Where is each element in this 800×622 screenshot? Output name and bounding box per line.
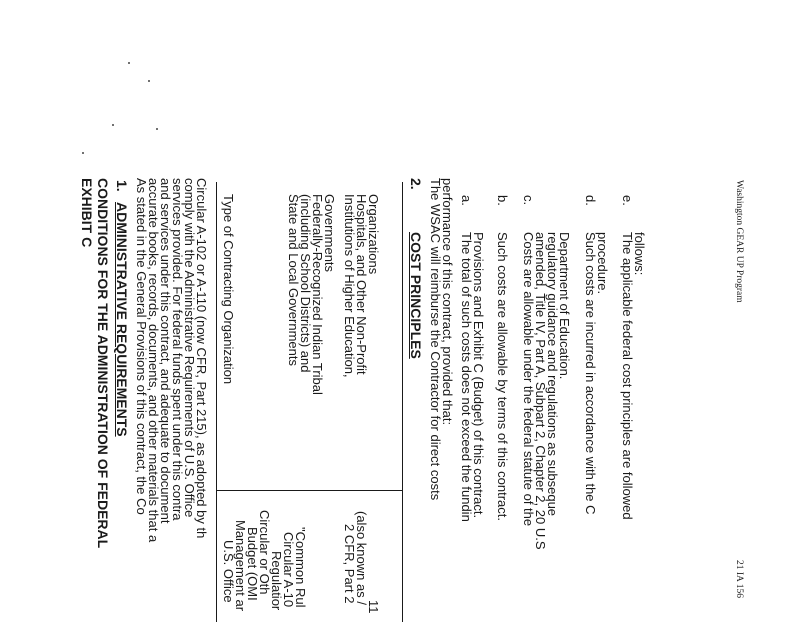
section-2-intro-line: The WSAC will reimburse the Contractor for direct costs [428,178,443,501]
table-header-right: Regulatior [269,551,284,611]
list-item-line: Costs are allowable under the federal statute of the [521,232,536,527]
table-row-1-left: State and Local Governments [286,194,301,366]
section-1-line: accurate books, records, documents, and other materials that a [146,178,161,543]
document-title: CONDITIONS FOR THE ADMINISTRATION OF FEDERAL [95,178,111,549]
section-1-line: comply with the Administrative Requirements of U.S. Office [182,178,197,518]
table-row-1-left: (including School Districts) and [298,194,313,373]
section-1-line: services provided. For federal funds spent under this contra [170,178,185,521]
list-item-line: Department of Education. [557,232,572,380]
section-1-line: As stated in the General Provisions of this contract, the Co [134,178,149,515]
scan-speck [156,128,158,130]
table-bottom-rule [402,182,403,622]
table-row-2-right: 2 CFR, Part 2 [342,524,357,604]
table-header-right: U.S. Office [221,540,236,603]
footer-program-name: Washington GEAR UP Program [734,180,744,303]
section-2-intro-line: performance of this contract, provided that: [440,178,455,426]
table-column-divider [217,490,403,491]
list-item-line: regulatory guidance and regulations as subseque [545,232,560,517]
table-row-2-left: Organizations [366,194,381,275]
table-row-1-left: Governments [322,194,337,273]
list-item-line: Provisions and Exhibit C (Budget) of this contract. [471,232,486,519]
list-item-line: procedure. [595,232,610,295]
footer-contract-number: 21 IA 156 [734,560,744,598]
exhibit-label: EXHIBIT C [79,178,95,248]
scan-speck [128,62,130,64]
scan-speck [148,80,150,82]
list-item-line: amended, Title IV, Part A, Subpart 2, Chapter 2, 20 U.S [533,232,548,550]
section-2-number: 2. [408,178,424,190]
list-item-line: Such costs are incurred in accordance with the C [583,232,598,515]
scan-speck [82,152,84,154]
list-item-marker: e. [620,195,635,206]
table-row-1-left: Federally-Recognized Indian Tribal [310,194,325,395]
list-item-line: The applicable federal cost principles are followed [620,232,635,520]
table-header-right: Circular or Oth [257,510,272,595]
list-item-marker: d. [583,195,598,206]
list-item-marker: c. [521,195,536,206]
table-header-right: Budget (OMI [245,527,260,601]
section-2-heading: COST PRINCIPLES [408,232,424,359]
table-top-rule [216,182,217,622]
table-row-1-right: "Common Rul [293,527,308,608]
list-item-line: Such costs are allowable by terms of this contract. [495,232,510,522]
list-item-marker: a. [459,195,474,206]
table-row-1-right: Circular A-10 [281,532,296,608]
table-row-2-right: (also known as / [354,511,369,605]
scan-speck [112,124,114,126]
table-row-2-left: Hospitals, and Other Non-Profit [354,194,369,375]
section-1-line: and services under this contract, and adequate to document [158,178,173,524]
table-row-2-left: Institutions of Higher Education, [342,194,357,378]
section-1-heading: ADMINISTRATIVE REQUIREMENTS [114,202,130,437]
table-header-left: Type of Contracting Organization [221,194,236,385]
section-1-number: 1. [114,180,130,192]
table-header-right: Management ar [233,520,248,612]
list-item-marker: b. [495,195,510,206]
list-item-line: follows: [632,232,647,276]
section-1-line: Circular A-102 or A-110 (now CFR, Part 215), as adopted by th [194,178,209,539]
table-row-2-right: 11 [366,600,381,614]
list-item-line: The total of such costs does not exceed the fundin [459,232,474,522]
